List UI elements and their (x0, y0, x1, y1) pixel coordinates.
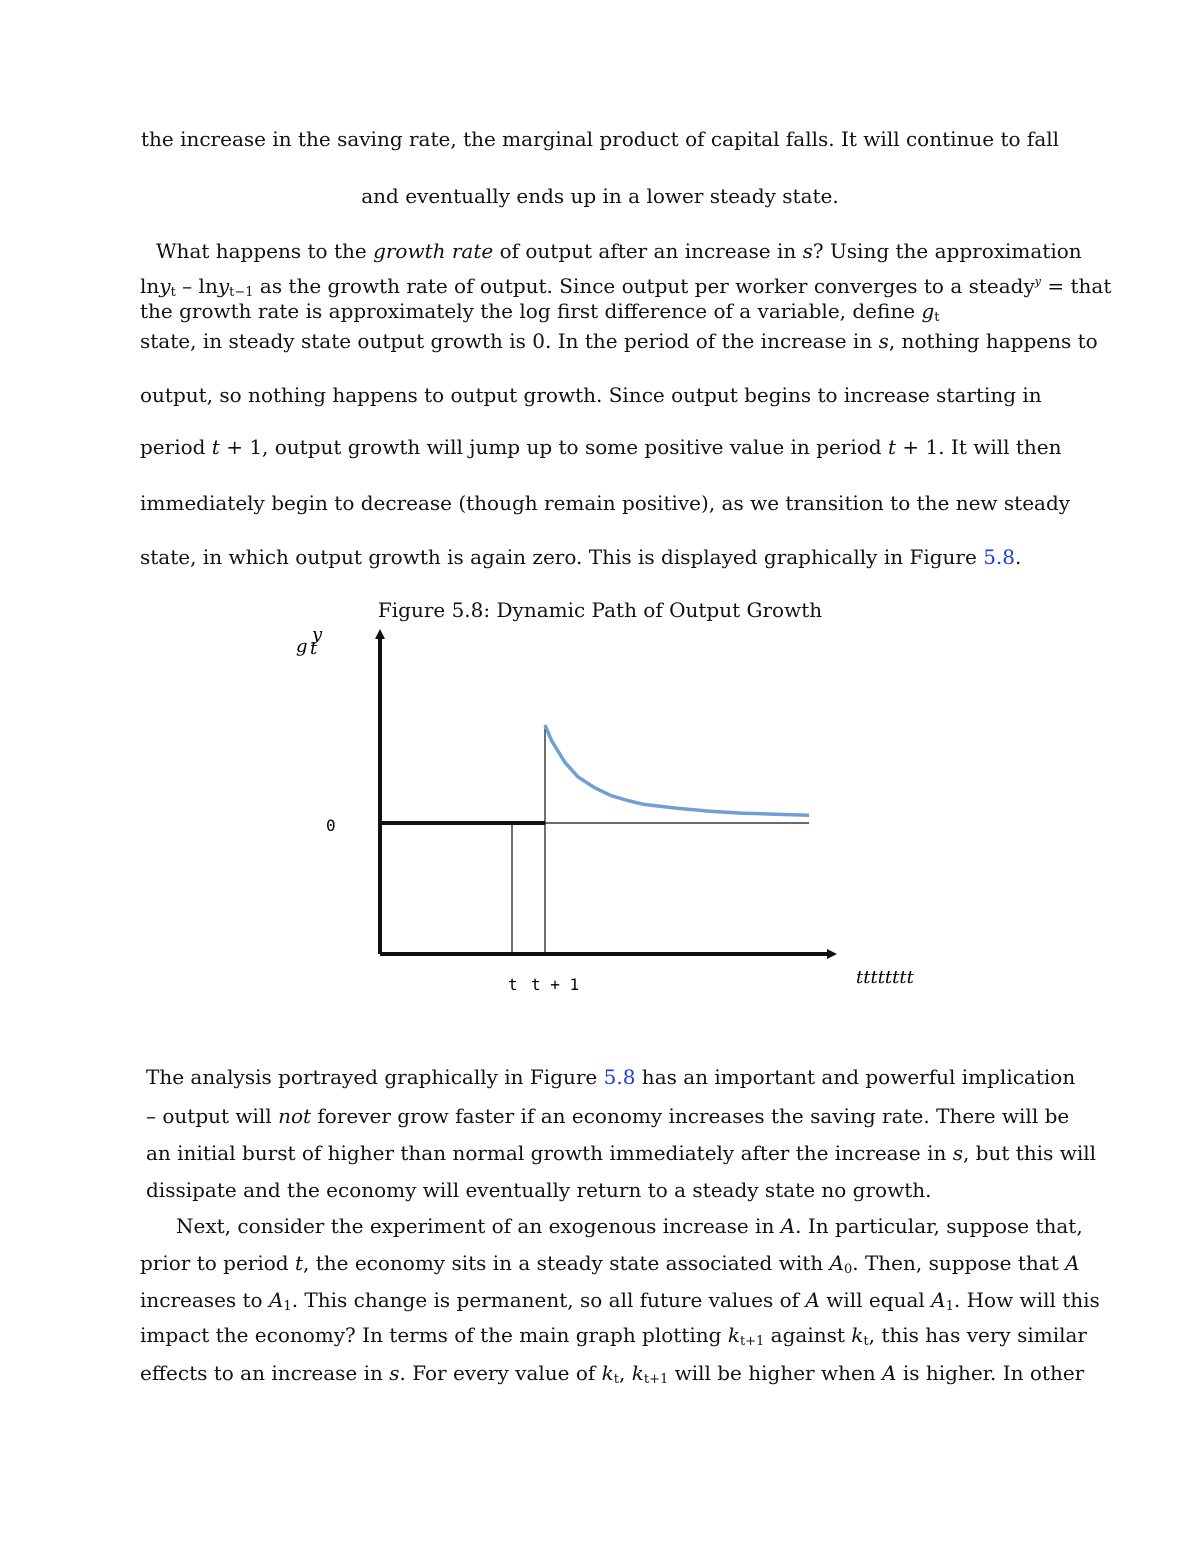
text-line-13: an initial burst of higher than normal growth immediately after the increase in s, but this will (146, 1141, 1097, 1165)
y-axis-label-superscript: y (312, 624, 323, 645)
x-tick-label-t: t (508, 975, 518, 994)
text-line-17: increases to $A_1$. This change is permanent, so all future values of A will equal $A_1$. How will this (140, 1288, 1100, 1314)
text-line-10: state, in which output growth is again zero. This is displayed graphically in Figure 5.8. (140, 545, 1022, 569)
x-axis-label: tttttttt (856, 967, 914, 988)
text-line-7: output, so nothing happens to output growth. Since output begins to increase starting in (140, 383, 1042, 407)
text-line-11: The analysis portrayed graphically in Figure 5.8 has an important and powerful implication (146, 1065, 1076, 1089)
text-line-6: state, in steady state output growth is 0. In the period of the increase in s, nothing happens to (140, 329, 1098, 353)
text-line-14: dissipate and the economy will eventually return to a steady state no growth. (146, 1178, 932, 1202)
output-growth-chart (0, 620, 1200, 1010)
y-axis-label: g (296, 636, 308, 657)
text-line-9: immediately begin to decrease (though remain positive), as we transition to the new steady (140, 491, 1071, 515)
figure-link[interactable]: 5.8 (983, 545, 1015, 569)
text-line-4: lny$_t$ – lny$_{t-1}$ as the growth rate of output. Since output per worker converges to a steady$^y$ = that (140, 274, 1112, 300)
text-line-19: effects to an increase in s. For every value of $k_t$, $k_{t+1}$ will be higher when A is higher. In other (140, 1361, 1085, 1387)
figure-link-2[interactable]: 5.8 (603, 1065, 636, 1089)
y-tick-label-zero: 0 (326, 816, 336, 835)
text-line-3: What happens to the growth rate of output after an increase in s? Using the approximation (156, 239, 1082, 263)
text-line-15: Next, consider the experiment of an exogenous increase in A. In particular, suppose that, (176, 1214, 1083, 1238)
output-growth-series-line (545, 725, 809, 815)
text-line-8: period t + 1, output growth will jump up to some positive value in period t + 1. It will then (140, 435, 1062, 459)
y-axis-label-subscript: t (310, 638, 318, 659)
text-line-12: – output will not forever grow faster if an economy increases the saving rate. There will be (146, 1104, 1070, 1128)
text-line-18: impact the economy? In terms of the main graph plotting $k_{t+1}$ against $k_t$, this has very similar (140, 1323, 1087, 1349)
text-line-1: the increase in the saving rate, the marginal product of capital falls. It will continue to fall (140, 127, 1060, 151)
text-line-16: prior to period t, the economy sits in a steady state associated with $A_0$. Then, suppose that A (140, 1251, 1080, 1277)
text-line-5: the growth rate is approximately the log first difference of a variable, define $g_t$ (140, 299, 940, 325)
text-line-2: and eventually ends up in a lower steady state. (361, 184, 839, 208)
figure-title: Figure 5.8: Dynamic Path of Output Growth (377, 598, 823, 622)
x-tick-label-t-plus-1: t + 1 (531, 975, 580, 994)
